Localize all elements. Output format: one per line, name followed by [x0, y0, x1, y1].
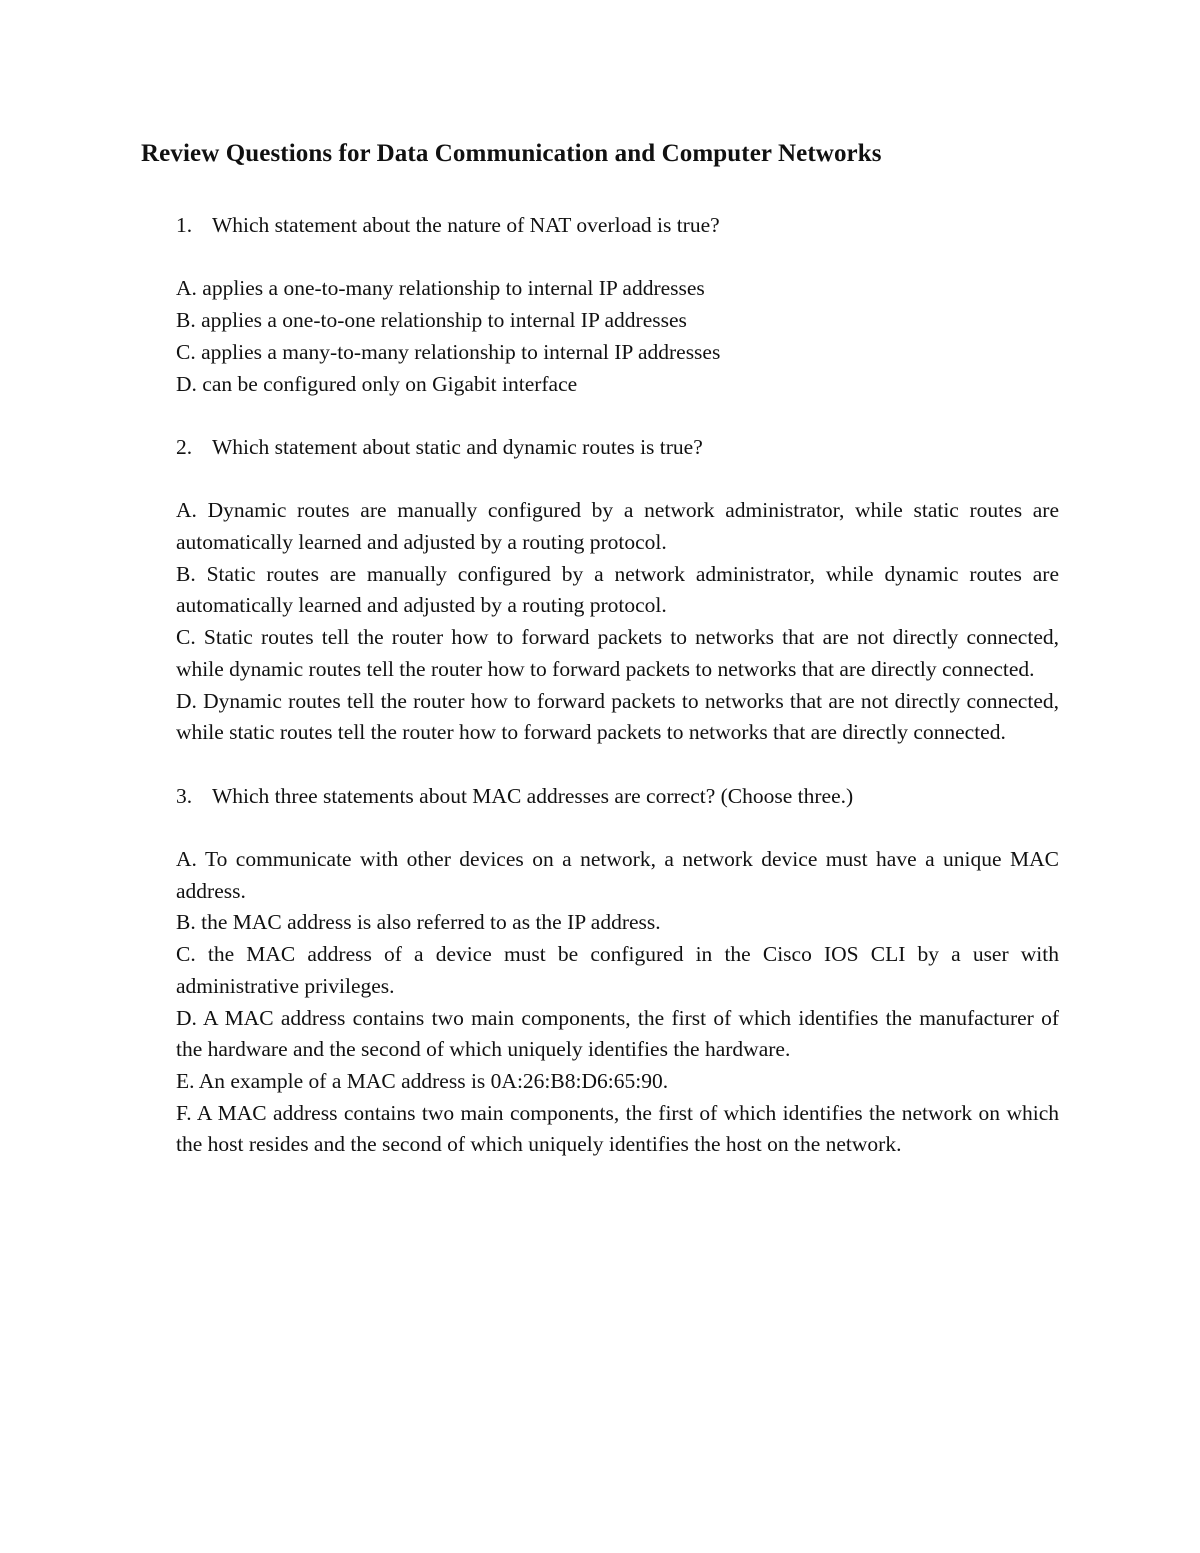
- question-block: [176, 432, 1059, 749]
- document-title: Review Questions for Data Communication and Computer Networks: [141, 140, 882, 167]
- answer-option: B. the MAC address is also referred to as the IP address.: [176, 910, 661, 935]
- question-text: Which three statements about MAC addresses are correct? (Choose three.): [212, 783, 854, 808]
- question-prompt: [176, 781, 1059, 813]
- question-prompt: [176, 432, 1059, 464]
- question-block: [176, 210, 1059, 400]
- answer-option: A. applies a one-to-many relationship to internal IP addresses: [176, 276, 705, 301]
- question-block: [176, 781, 1059, 1161]
- answer-option: B. Static routes are manually configured by a network administrator, while dynamic routes are automatically learned and adjusted by a routing protocol.: [176, 561, 1059, 618]
- answer-option: A. Dynamic routes are manually configured by a network administrator, while static routes are automatically learned and adjusted by a routing protocol.: [176, 498, 1059, 554]
- answer-option: D. A MAC address contains two main components, the first of which identifies the manufacturer of the hardware and the second of which uniquely identifies the hardware.: [176, 1005, 1059, 1062]
- document-content: [176, 210, 1059, 1161]
- answer-option: A. To communicate with other devices on a network, a network device must have a unique MAC address.: [176, 846, 1059, 903]
- question-text: Which statement about the nature of NAT overload is true?: [212, 213, 720, 237]
- question-number: 2.: [176, 434, 193, 459]
- answer-option: C. Static routes tell the router how to forward packets to networks that are not directly connected, while dynamic routes tell the router how to forward packets to networks that are directly connected.: [176, 625, 1059, 681]
- answer-option: C. applies a many-to-many relationship to internal IP addresses: [176, 339, 721, 364]
- answer-option: E. An example of a MAC address is 0A:26:B8:D6:65:90.: [176, 1068, 669, 1093]
- question-prompt: [176, 210, 1059, 242]
- question-number: 3.: [176, 783, 193, 808]
- answer-option: D. Dynamic routes tell the router how to forward packets to networks that are not directly connected, while static routes tell the router how to forward packets to networks that are directly connected.: [176, 688, 1059, 745]
- question-number: 1.: [176, 213, 193, 237]
- answer-option: F. A MAC address contains two main components, the first of which identifies the network on which the host resides and the second of which uniquely identifies the host on the network.: [176, 1100, 1059, 1157]
- question-text: Which statement about static and dynamic routes is true?: [212, 434, 703, 459]
- answer-option: C. the MAC address of a device must be configured in the Cisco IOS CLI by a user with administrative privileges.: [176, 942, 1059, 998]
- answer-option: B. applies a one-to-one relationship to internal IP addresses: [176, 308, 687, 333]
- answer-option: D. can be configured only on Gigabit interface: [176, 371, 578, 396]
